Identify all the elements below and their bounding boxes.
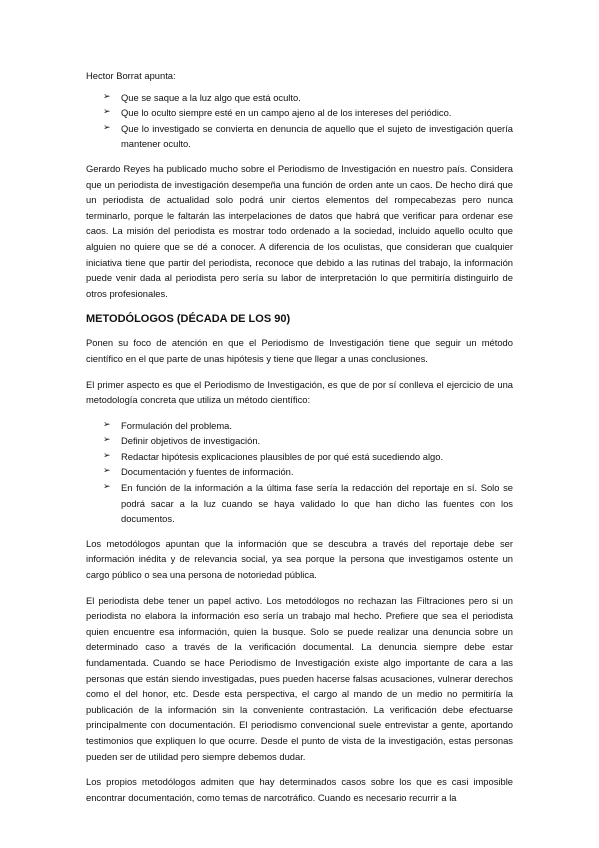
method-steps-list — [86, 418, 513, 527]
section-heading: METODÓLOGOS (DÉCADA DE LOS 90) — [86, 313, 291, 326]
list-item: ➢ Documentación y fuentes de información. — [86, 464, 513, 480]
paragraph-novelty: Los metodólogos apuntan que la información que se descubra a través del reportaje debe ser información inédita y de relevancia social, ya sea porque la persona que investigamos ostente un cargo público o sea una persona de notoriedad pública. — [86, 537, 513, 581]
paragraph-focus: Ponen su foco de atención en que el Periodismo de Investigación tiene que seguir un método científico en el que parte de unas hipótesis y tiene que llegar a unas conclusiones. — [86, 337, 513, 364]
intro-line: Hector Borrat apunta: — [86, 70, 176, 81]
list-item: ➢ Que lo oculto siempre esté en un campo ajeno al de los intereses del periódico. — [86, 105, 513, 121]
list-item: ➢ En función de la información a la última fase sería la redacción del reportaje en sí. Solo se podrá sacar a la luz cuando se haya validado lo que han dicho las fuentes con los documentos. — [103, 482, 513, 525]
paragraph-exceptions: Los propios metodólogos admiten que hay determinados casos sobre los que es casi imposible encontrar documentación, como temas de narcotráfico. Cuando es necesario recurrir a la — [86, 776, 513, 803]
arrow-bullet-icon: ➢ — [103, 450, 111, 461]
arrow-bullet-icon: ➢ — [103, 466, 111, 477]
arrow-bullet-icon: ➢ — [103, 419, 111, 430]
arrow-bullet-icon: ➢ — [103, 91, 111, 102]
list-item: ➢ Definir objetivos de investigación. — [86, 433, 513, 449]
document-body — [86, 68, 513, 815]
list-item: ➢ Formulación del problema. — [86, 418, 513, 434]
arrow-bullet-icon: ➢ — [103, 482, 111, 493]
paragraph-active-role: El periodista debe tener un papel activo. Los metodólogos no rechazan las Filtraciones pero si un periodista no elabora la información eso sería un trabajo mal hecho. Prefiere que sea el periodista quien encuentre esa información, quien la busque. Solo se puede realizar una denuncia sobre un determinado caso a través de la verificación documental. La denuncia siempre debe estar fundamentada. Cuando se hace Periodismo de Investigación existe algo importante de cara a las personas que están siendo investigadas, pues pueden hacerse falsas acusaciones, vulnerar derechos como el del honor, etc. Desde esta perspectiva, el cargo al mando de un medio no permitiría la publicación de la información sin la conveniente contrastación. La verificación debe efectuarse principalmente con documentación. El periodismo convencional suele entrevistar a gente, aportando testimonios que expliquen lo que ocurre. Desde el punto de vista de la investigación, estas personas pueden ser de utilidad pero siempre debemos dudar. — [86, 594, 513, 762]
list-item: ➢ Redactar hipótesis explicaciones plausibles de por qué está sucediendo algo. — [86, 449, 513, 465]
paragraph-first-aspect: El primer aspecto es que el Periodismo de Investigación, es que de por sí conlleva el ejercicio de una metodología concreta que utiliza un método científico: — [86, 378, 513, 406]
arrow-bullet-icon: ➢ — [103, 435, 111, 446]
list-item: ➢ Que se saque a la luz algo que está oculto. — [86, 90, 513, 106]
arrow-bullet-icon: ➢ — [103, 122, 111, 133]
list-item: ➢ Que lo investigado se convierta en denuncia de aquello que el sujeto de investigación quería mantener oculto. — [103, 122, 513, 150]
borrat-list — [86, 90, 513, 152]
paragraph-reyes: Gerardo Reyes ha publicado mucho sobre el Periodismo de Investigación en nuestro país. Considera que un periodista de investigación desempeña una función de orden ante un caos. De hecho dirá que un periodista de actualidad solo podrá unir ciertos elementos del rompecabezas pero nunca terminarlo, porque le faltarán las interpelaciones de datos que habrá que verificar para ordenar ese caos. La misión del periodista es mostrar todo ordenado a la sociedad, incluido aquello oculto que alguien no quiere que se dé a conocer. A diferencia de los oculistas, que consideran que cualquier iniciativa tiene que partir del periodista, reconoce que debido a las rutinas del trabajo, la información puede venir dada al periodista pero sería su labor de interpretación lo que permitiría distinguirlo de otros profesionales. — [86, 162, 513, 299]
arrow-bullet-icon: ➢ — [103, 107, 111, 118]
